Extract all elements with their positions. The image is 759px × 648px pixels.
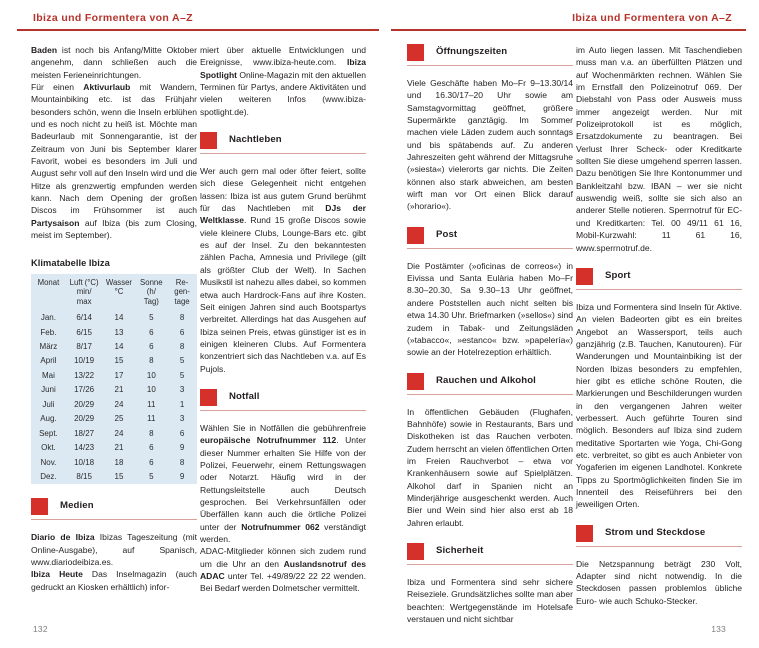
paragraph-post: Die Postämter (»oficinas de correos«) in Eivissa und Santa Eulària haben Mo–Fr 8.30–20.30, Sa 9.30–13 Uhr geöffnet, andere Poststellen auch nicht selten bis etwa 14.30 Uhr. Briefmarken (»sellos«) sind zudem in Tabak- und Zeitungsläden (»tabacco«, »estanco« bzw. »papelería«) sowie an der Hotelrezeption erhältlich. xyxy=(407,260,573,358)
section-rule xyxy=(407,65,573,66)
section-rule xyxy=(31,519,197,520)
climate-cell: 21 xyxy=(102,441,135,455)
climate-cell: 8 xyxy=(136,354,168,368)
climate-cell: 18 xyxy=(102,455,135,469)
running-head-left-page xyxy=(17,0,379,31)
climate-cell: 6 xyxy=(136,441,168,455)
climate-cell: 25 xyxy=(102,412,135,426)
climate-cell: 21 xyxy=(102,383,135,397)
climate-row-month: Juni xyxy=(31,383,66,397)
climate-cell: 9 xyxy=(167,470,197,484)
section-heading-oeffnungszeiten xyxy=(407,44,573,70)
climate-table-row xyxy=(31,441,197,455)
section-heading-medien xyxy=(31,498,197,524)
climate-table-row xyxy=(31,311,197,325)
section-title-oeffnungszeiten: Öffnungszeiten xyxy=(436,46,508,57)
text-column-3 xyxy=(407,44,573,625)
climate-cell: 20/29 xyxy=(66,398,103,412)
section-rule xyxy=(407,394,573,395)
running-head-left-rule xyxy=(17,29,379,31)
bold-euro-notrufnummer: europäische Notrufnummer 112 xyxy=(200,435,337,446)
section-heading-notfall xyxy=(200,389,366,415)
climate-cell: 14/23 xyxy=(66,441,103,455)
bold-ibiza-spotlight: Ibiza Spotlight xyxy=(200,57,366,80)
climate-cell: 11 xyxy=(136,398,168,412)
climate-cell: 13 xyxy=(102,325,135,339)
climate-cell: 24 xyxy=(102,398,135,412)
climate-row-month: Mai xyxy=(31,369,66,383)
climate-cell: 5 xyxy=(167,354,197,368)
climate-cell: 5 xyxy=(136,470,168,484)
bold-auslandsnotruf-adac: Auslandsnotruf des ADAC xyxy=(200,558,366,582)
section-marker-icon xyxy=(407,44,424,61)
climate-table-header-cell-3: Sonne (h/ Tag) xyxy=(136,274,168,311)
climate-row-month: April xyxy=(31,354,66,368)
paragraph-diario-de-ibiza: Diario de Ibiza Ibizas Tageszeitung (mit Online-Ausgabe), auf Spanisch, www.diariodeibiza.es. xyxy=(31,532,197,568)
climate-table-row xyxy=(31,354,197,368)
section-rule xyxy=(407,564,573,565)
climate-cell: 3 xyxy=(167,383,197,397)
section-rule xyxy=(576,289,742,290)
paragraph-sicherheit: Ibiza und Formentera sind sehr sichere Reiseziele. Grundsätzliches sollte man aber beachten: Wertgegenstände im Hotelsafe verstauen und nicht sichtbar xyxy=(407,576,573,624)
climate-cell: 15 xyxy=(102,354,135,368)
climate-cell: 13/22 xyxy=(66,369,103,383)
running-head-right-rule xyxy=(391,29,746,31)
climate-table-row xyxy=(31,383,197,397)
section-heading-sport xyxy=(576,268,742,294)
climate-table xyxy=(31,274,197,485)
climate-table-row xyxy=(31,340,197,354)
climate-cell: 6 xyxy=(167,427,197,441)
climate-cell: 10/18 xyxy=(66,455,103,469)
paragraph-notfall-2: ADAC-Mitglieder können sich zudem rund um die Uhr an den Auslandsnotruf des ADAC unter Tel. +49/89/22 22 22 wenden. Bei Bedarf werden Dolmetscher vermittelt. xyxy=(200,546,366,594)
text-column-2 xyxy=(200,44,366,595)
climate-table-row xyxy=(31,427,197,441)
climate-row-month: Jan. xyxy=(31,311,66,325)
section-marker-icon xyxy=(407,543,424,560)
paragraph-oeffnungszeiten: Viele Geschäfte haben Mo–Fr 9–13.30/14 und 16.30/17–20 Uhr sowie am Samstagvormittag geöffnet, größere Supermärkte ganztägig. Im Sommer machen viele Läden zudem auch sonntags und bis spätabends auf. Zu anderen Jahreszeiten geht während der Mittagsruhe (»siesta«) vielerorts gar nichts. Die Zeiten können also stark abweichen, am besten wirft man vor Ort einen Blick darauf (»horario«). xyxy=(407,78,573,212)
section-heading-sicherheit xyxy=(407,543,573,569)
climate-table-row xyxy=(31,398,197,412)
climate-row-month: Aug. xyxy=(31,412,66,426)
section-heading-post xyxy=(407,227,573,253)
climate-table-row xyxy=(31,325,197,339)
climate-cell: 24 xyxy=(102,427,135,441)
page-number-left: 132 xyxy=(33,624,48,634)
climate-cell: 17/26 xyxy=(66,383,103,397)
paragraph-rauchen-und-alkohol: In öffentlichen Gebäuden (Flughafen, Bahnhöfe) sowie in Restaurants, Bars und Diskotheken ist das Rauchen verboten. Zudem herrscht an vielen öffentlichen Orten im Freien Rauchverbot – etwa vor Krankenhäusern sowie auf Spielplätzen. Alkohol darf in Spanien nicht an Minderjährige ausgeschenkt werden. Auch Bier und Wein sind hier also erst ab 18 Jahren erlaubt. xyxy=(407,406,573,528)
climate-cell: 6/14 xyxy=(66,311,103,325)
climate-table-row xyxy=(31,455,197,469)
climate-cell: 10 xyxy=(136,383,168,397)
climate-cell: 8 xyxy=(167,311,197,325)
paragraph-notfall-1: Wählen Sie in Notfällen die gebührenfreie europäische Notrufnummer 112. Unter dieser Nummer erhalten Sie Hilfe von der Polizei, Feuerwehr, einem Rettungswagen oder Notarzt. Häufig wird in der Rettungsleitstelle auch Deutsch gesprochen. Bei Verkehrsunfällen oder Überfällen kann auch die örtliche Polizei unter der Notrufnummer 062 verständigt werden. xyxy=(200,422,366,544)
climate-table-row xyxy=(31,369,197,383)
climate-cell: 18/27 xyxy=(66,427,103,441)
climate-row-month: Dez. xyxy=(31,470,66,484)
climate-cell: 6 xyxy=(136,340,168,354)
climate-cell: 14 xyxy=(102,311,135,325)
running-head-right-title: Ibiza und Formentera von A–Z xyxy=(572,12,732,24)
climate-table-row xyxy=(31,412,197,426)
climate-cell: 8/17 xyxy=(66,340,103,354)
section-rule xyxy=(576,546,742,547)
section-title-rauchen-und-alkohol: Rauchen und Alkohol xyxy=(436,374,536,386)
paragraph-ibiza-heute: Ibiza Heute Das Inselmagazin (auch gedruckt an Kiosken erhältlich) infor- xyxy=(31,569,197,592)
paragraph-baden: Baden ist noch bis Anfang/Mitte Oktober angenehm, dann schließen auch die meisten Ferieneinrichtungen. xyxy=(31,45,197,80)
section-marker-icon xyxy=(576,268,593,285)
climate-table-header-cell-2: Wasser °C xyxy=(102,274,135,311)
section-rule xyxy=(407,248,573,249)
section-rule xyxy=(200,410,366,411)
section-title-strom-und-steckdose: Strom und Steckdose xyxy=(605,526,706,538)
section-marker-icon xyxy=(407,227,424,244)
page-number-right: 133 xyxy=(711,624,726,634)
running-head-right-page xyxy=(391,0,746,31)
paragraph-strom-und-steckdose: Die Netzspannung beträgt 230 Volt, Adapter sind nicht notwendig. In die Steckdosen passen problemlos übliche Euro- wie auch Schuko-Stecker. xyxy=(576,558,742,606)
section-title-sport: Sport xyxy=(605,269,631,281)
climate-table-row xyxy=(31,470,197,484)
climate-cell: 6 xyxy=(136,455,168,469)
section-title-notfall: Notfall xyxy=(229,390,260,402)
climate-row-month: Okt. xyxy=(31,441,66,455)
section-title-post: Post xyxy=(436,228,458,240)
climate-cell: 11 xyxy=(136,412,168,426)
climate-table-header-cell-0: Monat xyxy=(31,274,66,311)
climate-cell: 3 xyxy=(167,412,197,426)
section-title-sicherheit: Sicherheit xyxy=(436,544,484,556)
section-marker-icon xyxy=(407,373,424,390)
climate-cell: 17 xyxy=(102,369,135,383)
climate-cell: 8 xyxy=(167,455,197,469)
section-marker-icon xyxy=(31,498,48,515)
section-title-nachtleben: Nachtleben xyxy=(229,134,282,146)
lead-in-baden: Baden xyxy=(31,45,58,55)
climate-cell: 6 xyxy=(136,325,168,339)
section-marker-icon xyxy=(200,389,217,406)
paragraph-sport: Ibiza und Formentera sind Inseln für Aktive. An vielen Badeorten gibt es ein breites Angebot an Wassersport, teils auch ganzjährig (z.B. Tauchen, Kanutouren). Für Wanderungen und Mountainbiking ist der Norden Ibizas besonders zu empfehlen, hier gibt es etliche schöne Routen, die Markierungen und Beschilderungen wurden in den vergangenen Jahren weiter verbessert. Auch geführte Touren sind möglich. Besonders auf Ibiza sind zudem meditative Sportarten wie Yoga, Chi-Gong etc. verbreitet, so gibt es auch Anbieter von Yogaferien im eigenen Landhotel. Konkrete Tipps zu Sportmöglichkeiten finden Sie im Innenteil des Reiseführers bei den jeweiligen Orten. xyxy=(576,301,742,510)
climate-table-header-row xyxy=(31,274,197,311)
climate-row-month: Nov. xyxy=(31,455,66,469)
climate-table-body xyxy=(31,311,197,485)
section-heading-strom-und-steckdose xyxy=(576,525,742,551)
bold-notrufnummer-062: Notrufnummer 062 xyxy=(241,521,320,532)
text-column-1 xyxy=(31,44,197,593)
section-title-medien: Medien xyxy=(60,500,94,512)
climate-table-header-cell-4: Re- gen- tage xyxy=(167,274,197,311)
climate-cell: 5 xyxy=(167,369,197,383)
bold-ibiza-heute: Ibiza Heute xyxy=(31,569,83,580)
paragraph-nachtleben: Wer auch gern mal oder öfter feiert, sollte sich diese Gelegenheit nicht entgehen lassen: Ibiza ist aus gutem Grund berühmt für das Nachtleben mit DJs der Weltklasse. Rund 15 große Discos sowie viele kleinere Clubs, Lounge-Bars etc. gibt es auf der Insel. Zu den bekanntesten zählen Pacha, Amnesia und Privilege (gilt als größter Club der Welt). In Sachen Musikstil ist nahezu alles dabei, so kommen etwa auch Hardrock-Fans auf ihre Kosten. Seit einigen Jahren sind auch Bootspartys verbreitet. Allerdings hat das Ausgehen auf Ibiza seinen Preis, etwas günstiger ist es in einigen kleineren Clubs. Auf Formentera konzentriert sich das Nachtleben v.a. auf Es Pujols. xyxy=(200,166,366,374)
section-heading-rauchen-und-alkohol xyxy=(407,373,573,399)
climate-row-month: März xyxy=(31,340,66,354)
bold-diario-de-ibiza: Diario de Ibiza xyxy=(31,532,95,543)
section-heading-nachtleben xyxy=(200,132,366,158)
section-marker-icon xyxy=(200,132,217,149)
climate-cell: 20/29 xyxy=(66,412,103,426)
running-head-left-title: Ibiza und Formentera von A–Z xyxy=(33,12,193,24)
climate-cell: 8 xyxy=(136,427,168,441)
climate-table-title: Klimatabelle Ibiza xyxy=(31,257,110,268)
climate-cell: 8/15 xyxy=(66,470,103,484)
paragraph-ibiza-heute-cont: miert über aktuelle Entwicklungen und Ereignisse, www.ibiza-heute.com. Ibiza Spotlight Online-Magazin mit den aktuellen Terminen für Partys, andere Aktivitäten und vielen weiteren Infos (www.ibiza-spotlight.de). xyxy=(200,45,366,117)
text-column-4 xyxy=(576,44,742,607)
climate-row-month: Feb. xyxy=(31,325,66,339)
climate-cell: 10 xyxy=(136,369,168,383)
climate-cell: 10/19 xyxy=(66,354,103,368)
paragraph-sicherheit-cont: im Auto liegen lassen. Mit Taschendieben muss man v.a. an überfüllten Plätzen und auf Wochenmärkten rechnen. Wählen Sie im Ernstfall den Polizeinotruf 069. Der Diebstahl von Pass oder Ausweis muss immer angezeigt werden. Nur mit Polizeiprotokoll ist es möglich, Ersatzdokumente zu beantragen. Bei Verlust Ihrer Scheck- oder Kreditkarte sollten Sie diese umgehend sperren lassen. Dazu benötigen Sie Ihre Kontonummer und Bankleitzahl bzw. IBAN – wer sie nicht auswendig weiß, sollte sie sich also an anderer Stelle notieren. Sperrnotruf für EC- und Kreditkarten: Tel. 00 49/11 61 16, Mobil-Kurzwahl: 11 61 16, www.sperrnotruf.de. xyxy=(576,45,742,253)
climate-cell: 9 xyxy=(167,441,197,455)
bold-partysaison: Partysaison xyxy=(31,217,80,228)
section-marker-icon xyxy=(576,525,593,542)
bold-aktivurlaub: Aktivurlaub xyxy=(83,82,131,93)
climate-row-month: Sept. xyxy=(31,427,66,441)
climate-cell: 5 xyxy=(136,311,168,325)
climate-cell: 8 xyxy=(167,340,197,354)
paragraph-aktivurlaub: Für einen Aktivurlaub mit Wandern, Mountainbiking etc. ist das Frühjahr besonders schön, wenn die Inseln erblühen und es noch nicht zu heiß ist. Möchte man Badeurlaub mit Sonnengarantie, ist der Zeitraum von Juni bis September klarer Favorit, wobei es besonders im Juli und August sehr voll auf den Inseln wird und die Hitze als grenzwertig empfunden werden kann. Nach dem Opening der großen Discos im Frühsommer ist auch Partysaison auf Ibiza (bis zum Closing, meist im September). xyxy=(31,82,197,241)
climate-cell: 6/15 xyxy=(66,325,103,339)
climate-table-head xyxy=(31,274,197,311)
climate-table-header-cell-1: Luft (°C) min/ max xyxy=(66,274,103,311)
climate-row-month: Juli xyxy=(31,398,66,412)
bold-djs-der-weltklasse: DJs der Weltklasse xyxy=(200,203,366,226)
climate-cell: 14 xyxy=(102,340,135,354)
climate-cell: 1 xyxy=(167,398,197,412)
climate-cell: 15 xyxy=(102,470,135,484)
climate-cell: 6 xyxy=(167,325,197,339)
section-rule xyxy=(200,153,366,154)
